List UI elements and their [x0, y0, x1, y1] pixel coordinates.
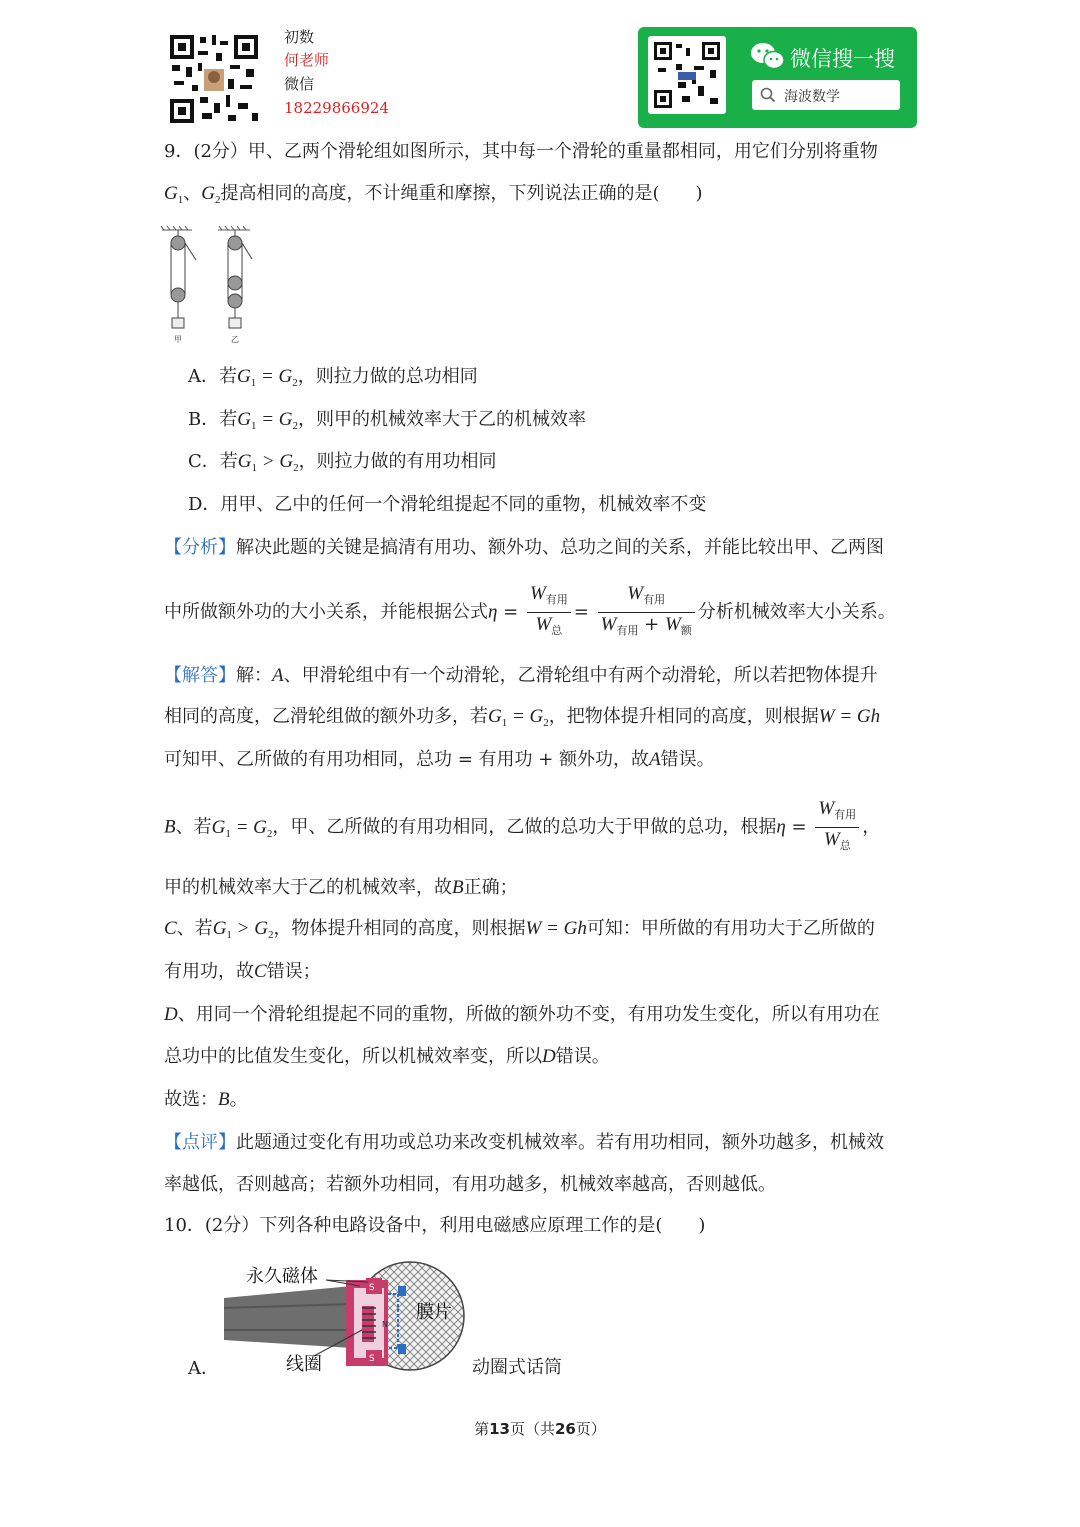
mic-label-film: 膜片: [416, 1302, 452, 1323]
page-footer: 第13页（共26页）: [474, 1420, 606, 1438]
pulley-label-yi: 乙: [231, 335, 239, 344]
answer-tag: 【解答】: [164, 665, 236, 686]
comment-tag: 【点评】: [164, 1132, 236, 1153]
magnet-label-n: N: [382, 1320, 388, 1329]
q9-stem-line2-text: 提高相同的高度，不计绳重和摩擦，下列说法正确的是( ): [220, 183, 703, 204]
q9-stem-line2: $G_1$、$G_2$提高相同的高度，不计绳重和摩擦，下列说法正确的是( ): [164, 183, 703, 206]
wechat-search-title: 微信搜一搜: [790, 47, 895, 71]
q9-option-b: B．若$G_1 = G_2$，则甲的机械效率大于乙的机械效率: [188, 409, 587, 432]
answer-c-line1: C、若$G_1 > G_2$，物体提升相同的高度，则根据W = Gh可知：甲所做的有用功大于乙所做的: [164, 918, 875, 941]
pulley-label-jia: 甲: [174, 335, 182, 344]
q10-stem: 10．(2分）下列各种电路设备中，利用电磁感应原理工作的是( ): [164, 1215, 706, 1236]
header-phone: 18229866924: [284, 99, 389, 117]
pulley-figure: [160, 225, 270, 345]
comment-line1: 【点评】此题通过变化有用功或总功来改变机械效率。若有用功相同，额外功越多，机械效: [164, 1132, 884, 1153]
q9-option-a: A．若$G_1 = G_2$，则拉力做的总功相同: [188, 366, 478, 389]
mic-label-magnet: 永久磁体: [246, 1266, 318, 1287]
header-label-teacher: 何老师: [284, 51, 330, 69]
answer-d-line2: 总功中的比值发生变化，所以机械效率变，所以D错误。: [164, 1046, 610, 1067]
answer-choice: 故选：B。: [164, 1089, 248, 1110]
formula-efficiency-2: $\frac{W_{有用}}{W_{有用} + W_额}$: [598, 582, 695, 643]
analysis-tag: 【分析】: [164, 537, 236, 558]
answer-line1: 【解答】解：A、甲滑轮组中有一个动滑轮，乙滑轮组中有两个动滑轮，所以若把物体提升: [164, 665, 878, 686]
answer-line3: 可知甲、乙所做的有用功相同，总功 = 有用功 + 额外功，故A错误。: [164, 749, 715, 770]
answer-c-line2: 有用功，故C错误；: [164, 961, 321, 982]
analysis-line2: 中所做额外功的大小关系，并能根据公式η = $\frac{W_{有用}}{W_总}$ = $\frac{W_{有用}}{W_{有用} + W_额}$ 分析机械效率大小关系。: [164, 582, 896, 643]
page-total: 26: [555, 1420, 576, 1438]
wechat-logo-icon: [750, 41, 786, 75]
microphone-figure: [222, 1260, 472, 1380]
q9-option-d: D．用甲、乙中的任何一个滑轮组提起不同的重物，机械效率不变: [188, 494, 707, 515]
search-icon: [760, 87, 776, 107]
qr-code-left: [168, 33, 260, 125]
q10-option-a-caption: 动圈式话筒: [472, 1357, 562, 1378]
comment-line2: 率越低，否则越高；若额外功相同，有用功越多，机械效率越高，否则越低。: [164, 1174, 776, 1195]
magnet-label-s-bottom: S: [369, 1354, 375, 1364]
answer-b-line1: B、若$G_1 = G_2$，甲、乙所做的有用功相同，乙做的总功大于甲做的总功，根据η = $\frac{W_{有用}}{W_总}$ ，: [164, 797, 880, 860]
mic-label-coil: 线圈: [286, 1354, 322, 1375]
analysis-line1: 【分析】解决此题的关键是搞清有用功、额外功、总功之间的关系，并能比较出甲、乙两图: [164, 537, 884, 558]
q9-option-c: C．若$G_1 > G_2$，则拉力做的有用功相同: [188, 451, 497, 474]
formula-efficiency-1: $\frac{W_{有用}}{W_总}$: [527, 582, 571, 643]
q9-stem-line1: 9．(2分）甲、乙两个滑轮组如图所示，其中每一个滑轮的重量都相同，用它们分别将重物: [164, 141, 878, 162]
formula-efficiency-3: $\frac{W_{有用}}{W_总}$: [815, 797, 859, 858]
wechat-search-banner: [638, 27, 917, 128]
wechat-search-box: [752, 80, 900, 110]
qr-code-right: [648, 36, 726, 114]
page-number: 13: [489, 1420, 510, 1438]
answer-b-line2: 甲的机械效率大于乙的机械效率，故B正确；: [164, 877, 518, 898]
header-label-wechat: 微信: [284, 75, 315, 93]
magnet-label-s-top: S: [369, 1283, 375, 1293]
wechat-search-text: 海波数学: [784, 89, 840, 105]
answer-line2: 相同的高度，乙滑轮组做的额外功多，若$G_1 = G_2$，把物体提升相同的高度，则根据W = Gh: [164, 706, 881, 729]
q10-option-a: A．: [188, 1358, 219, 1379]
header-label-subject: 初数: [284, 28, 315, 46]
answer-d-line1: D、用同一个滑轮组提起不同的重物，所做的额外功不变，有用功发生变化，所以有用功在: [164, 1004, 880, 1025]
